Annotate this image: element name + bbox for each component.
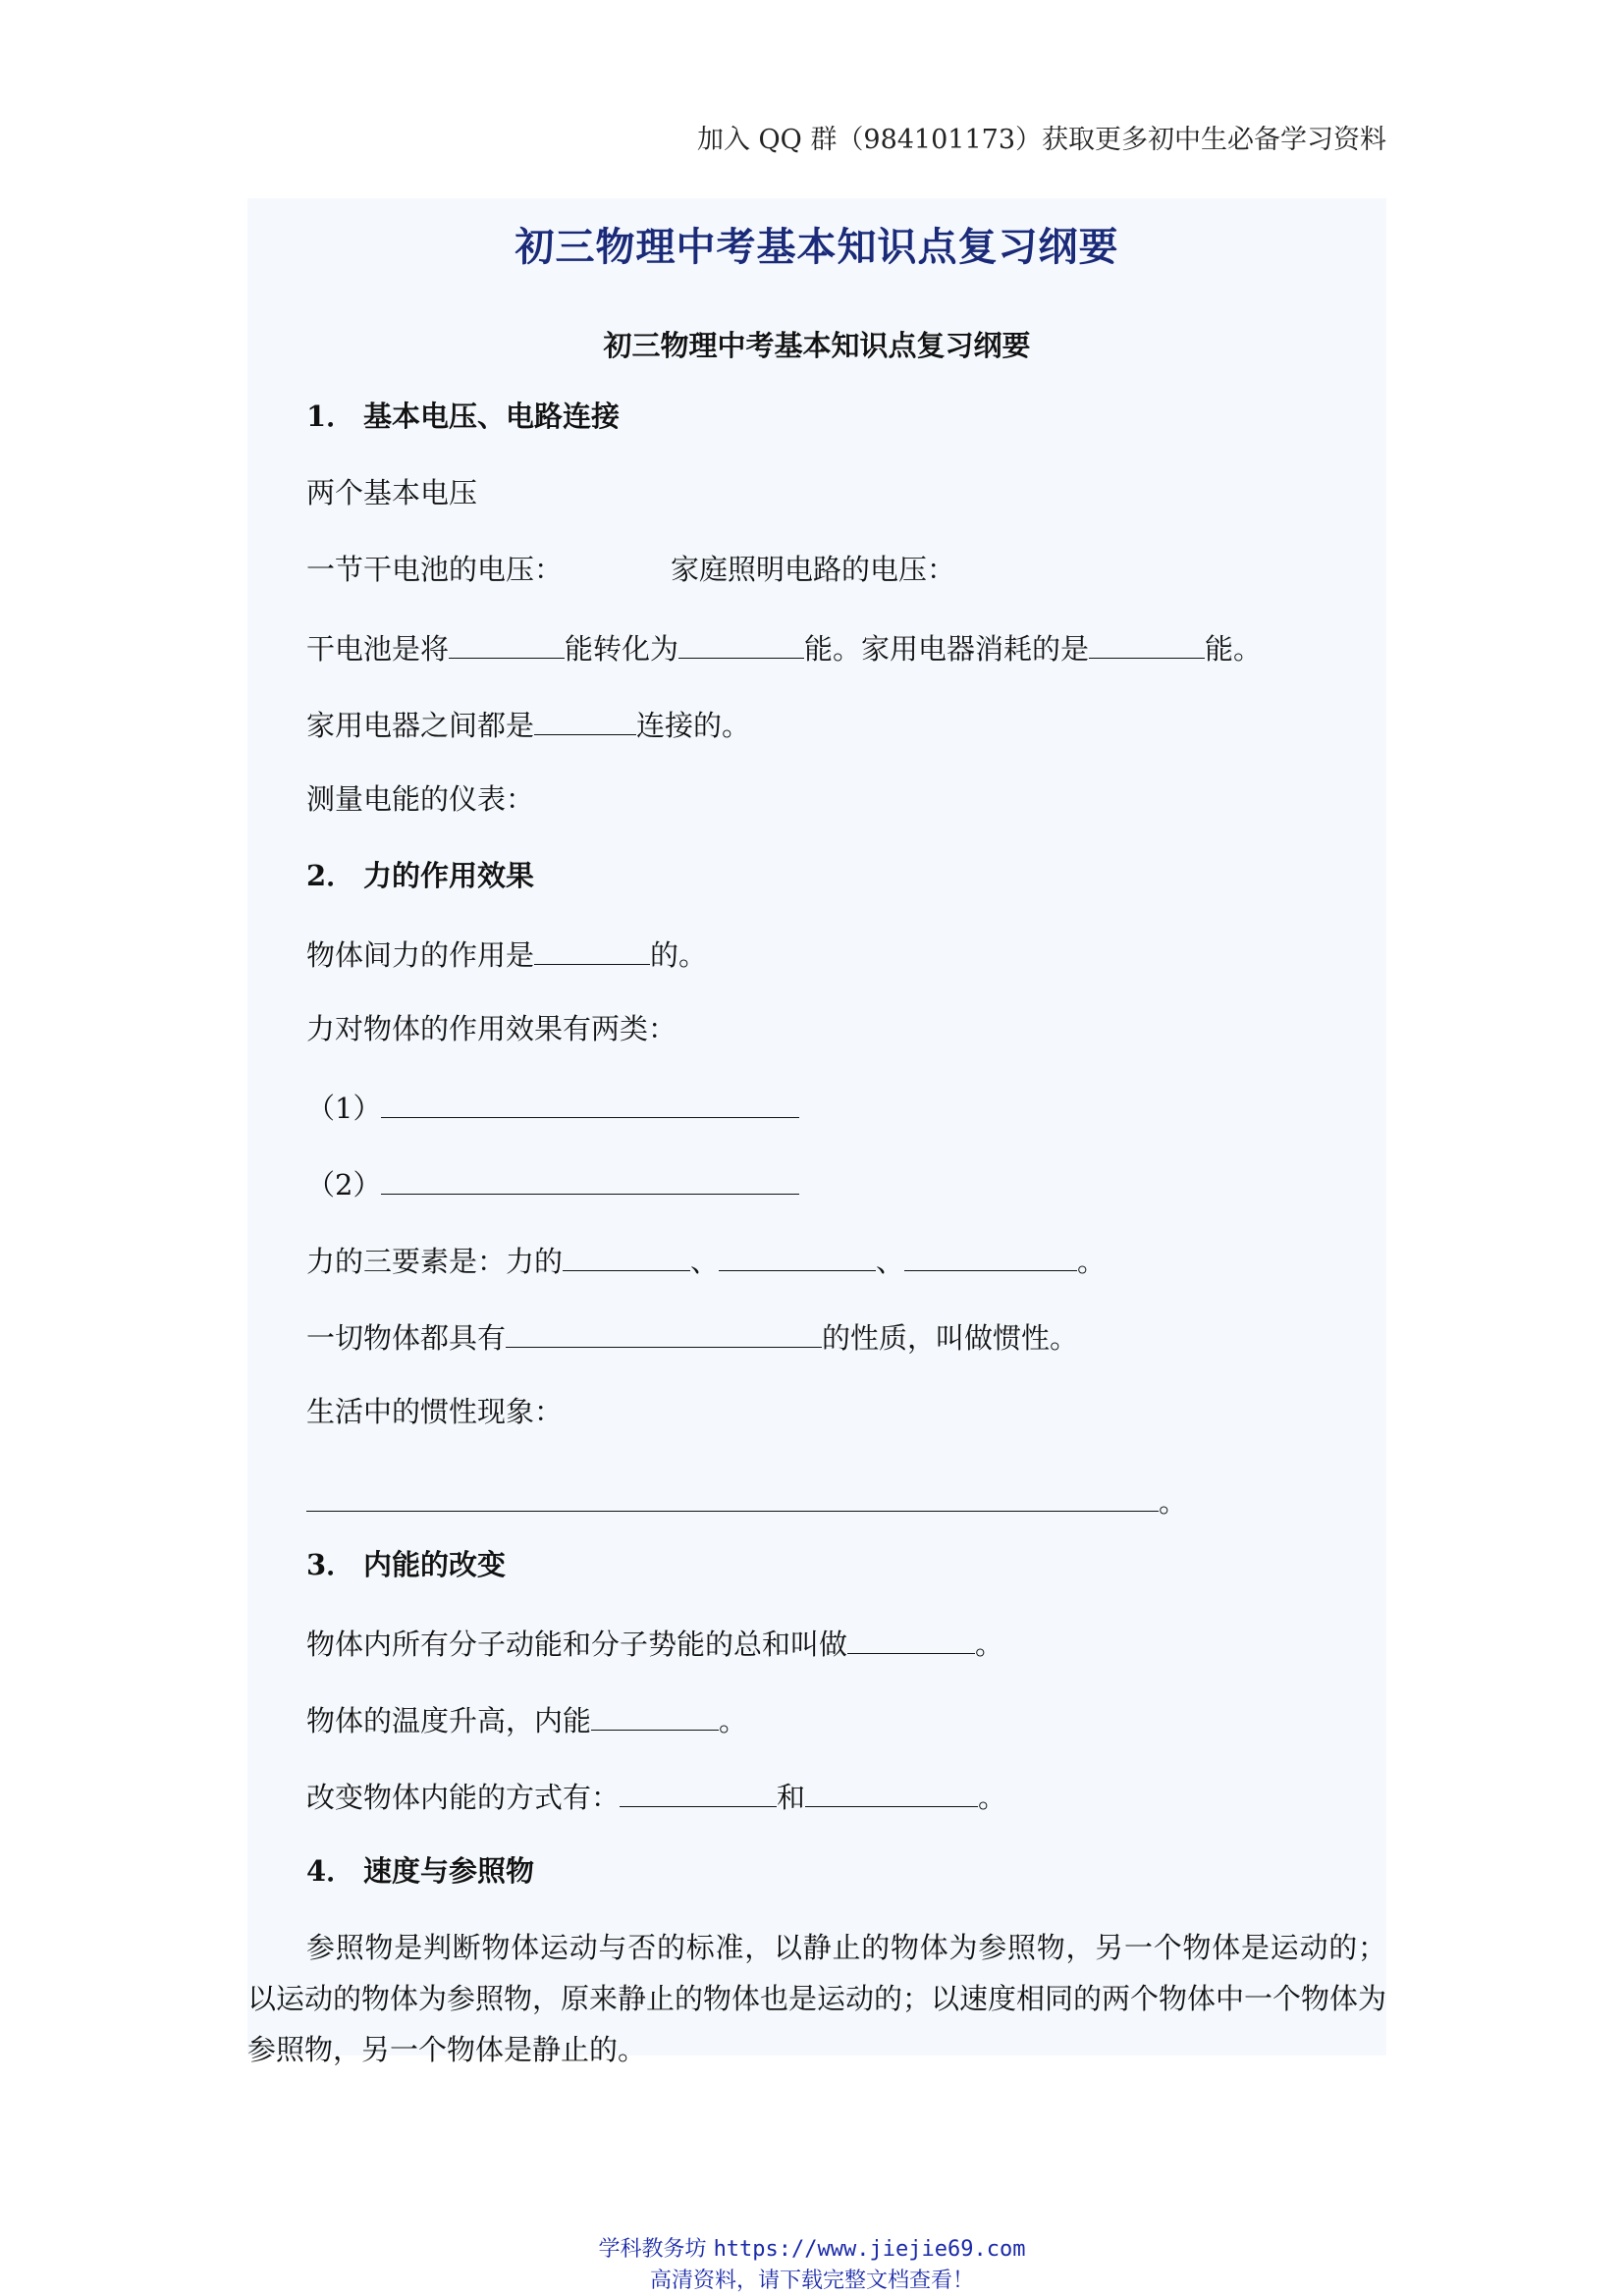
text-line [306, 1168, 799, 1200]
text-line: 测量电能的仪表： [306, 782, 535, 816]
text-fragment: 。 [1077, 1245, 1107, 1278]
fill-blank[interactable] [719, 1245, 876, 1271]
text-fragment: 。 [719, 1704, 748, 1737]
section-3-heading [306, 1548, 507, 1581]
text-fragment: 家用电器之间都是 [306, 709, 535, 742]
text-line [306, 632, 1262, 664]
footer-line-2: 高清资料，请下载完整文档查看！ [649, 2269, 974, 2293]
fill-blank[interactable] [847, 1628, 975, 1654]
section-title: 内能的改变 [363, 1548, 507, 1581]
fill-blank[interactable] [506, 1321, 822, 1348]
fill-blank[interactable] [620, 1781, 777, 1807]
text-fragment: （1） [306, 1092, 382, 1125]
text-fragment: 、 [690, 1245, 720, 1278]
section-number: 4． [306, 1854, 355, 1888]
text-fragment: 一切物体都具有 [306, 1321, 507, 1355]
fill-blank[interactable] [805, 1781, 978, 1807]
section-2-heading [306, 859, 535, 892]
fill-blank[interactable] [449, 632, 565, 659]
text-fragment: 力的三要素是：力的 [306, 1245, 564, 1278]
text-fragment: 能。 [1205, 632, 1263, 666]
text-line [306, 709, 750, 740]
text-line: 力对物体的作用效果有两类： [306, 1012, 677, 1045]
section-4-heading [306, 1854, 535, 1888]
document-title: 初三物理中考基本知识点复习纲要 [514, 224, 1119, 270]
text-fragment: 能转化为 [565, 632, 679, 666]
text-line [306, 553, 956, 586]
text-fragment: 改变物体内能的方式有： [306, 1781, 621, 1814]
fill-blank[interactable] [678, 632, 804, 659]
section-title: 基本电压、电路连接 [363, 400, 621, 433]
text-line [306, 1245, 1106, 1276]
text-fragment: 家庭照明电路的电压： [671, 553, 956, 586]
text-fragment: 的性质，叫做惯性。 [822, 1321, 1079, 1355]
section-1-heading [306, 402, 620, 431]
section-number: 1． [306, 400, 355, 433]
text-line: 生活中的惯性现象： [306, 1395, 564, 1428]
text-fragment: 干电池是将 [306, 632, 450, 666]
text-fragment: 、 [876, 1245, 905, 1278]
fill-blank[interactable] [306, 1485, 1159, 1512]
text-fragment: 。 [1159, 1485, 1188, 1519]
text-fragment: 能。家用电器消耗的是 [804, 632, 1090, 666]
fill-blank[interactable] [1089, 632, 1205, 659]
header-note: 加入 QQ 群（984101173）获取更多初中生必备学习资料 [696, 125, 1386, 155]
text-fragment: 一节干电池的电压： [306, 553, 564, 586]
text-line [306, 1781, 1006, 1812]
fill-blank[interactable] [381, 1168, 799, 1195]
fill-blank[interactable] [534, 709, 636, 735]
text-line [306, 938, 707, 970]
paragraph: 参照物是判断物体运动与否的标准，以静止的物体为参照物，另一个物体是运动的；以运动的物体为参照物，原来静止的物体也是运动的；以速度相同的两个物体中一个物体为参照物，另一个物体是静止的。 [247, 1931, 1387, 2066]
text-fragment: 的。 [650, 938, 708, 972]
text-fragment: 物体的温度升高，内能 [306, 1704, 592, 1737]
fill-blank[interactable] [534, 938, 650, 965]
section-title: 力的作用效果 [363, 859, 535, 892]
text-line [306, 1480, 1187, 1521]
text-fragment: 和 [777, 1781, 806, 1814]
section-number: 3． [306, 1548, 355, 1581]
text-line [306, 1628, 1003, 1659]
fill-blank[interactable] [381, 1092, 799, 1118]
document-subtitle: 初三物理中考基本知识点复习纲要 [603, 329, 1031, 362]
footer-url-link[interactable]: https://www.jiejie69.com [713, 2237, 1026, 2262]
text-fragment: 连接的。 [636, 709, 751, 742]
footer-line-1 [0, 2232, 1624, 2263]
text-fragment: 物体间力的作用是 [306, 938, 535, 972]
section-number: 2． [306, 859, 355, 892]
text-fragment: （2） [306, 1168, 382, 1201]
fill-blank[interactable] [563, 1245, 690, 1271]
text-line [306, 1704, 747, 1735]
fill-blank[interactable] [591, 1704, 719, 1731]
text-line [306, 1321, 1078, 1353]
text-fragment: 物体内所有分子动能和分子势能的总和叫做 [306, 1628, 848, 1661]
text-fragment: 。 [975, 1628, 1004, 1661]
text-line: 两个基本电压 [306, 476, 478, 509]
footer-prefix: 学科教务坊 [598, 2237, 707, 2262]
fill-blank[interactable] [904, 1245, 1077, 1271]
section-title: 速度与参照物 [363, 1854, 535, 1888]
text-line [306, 1092, 799, 1123]
text-fragment: 。 [978, 1781, 1007, 1814]
